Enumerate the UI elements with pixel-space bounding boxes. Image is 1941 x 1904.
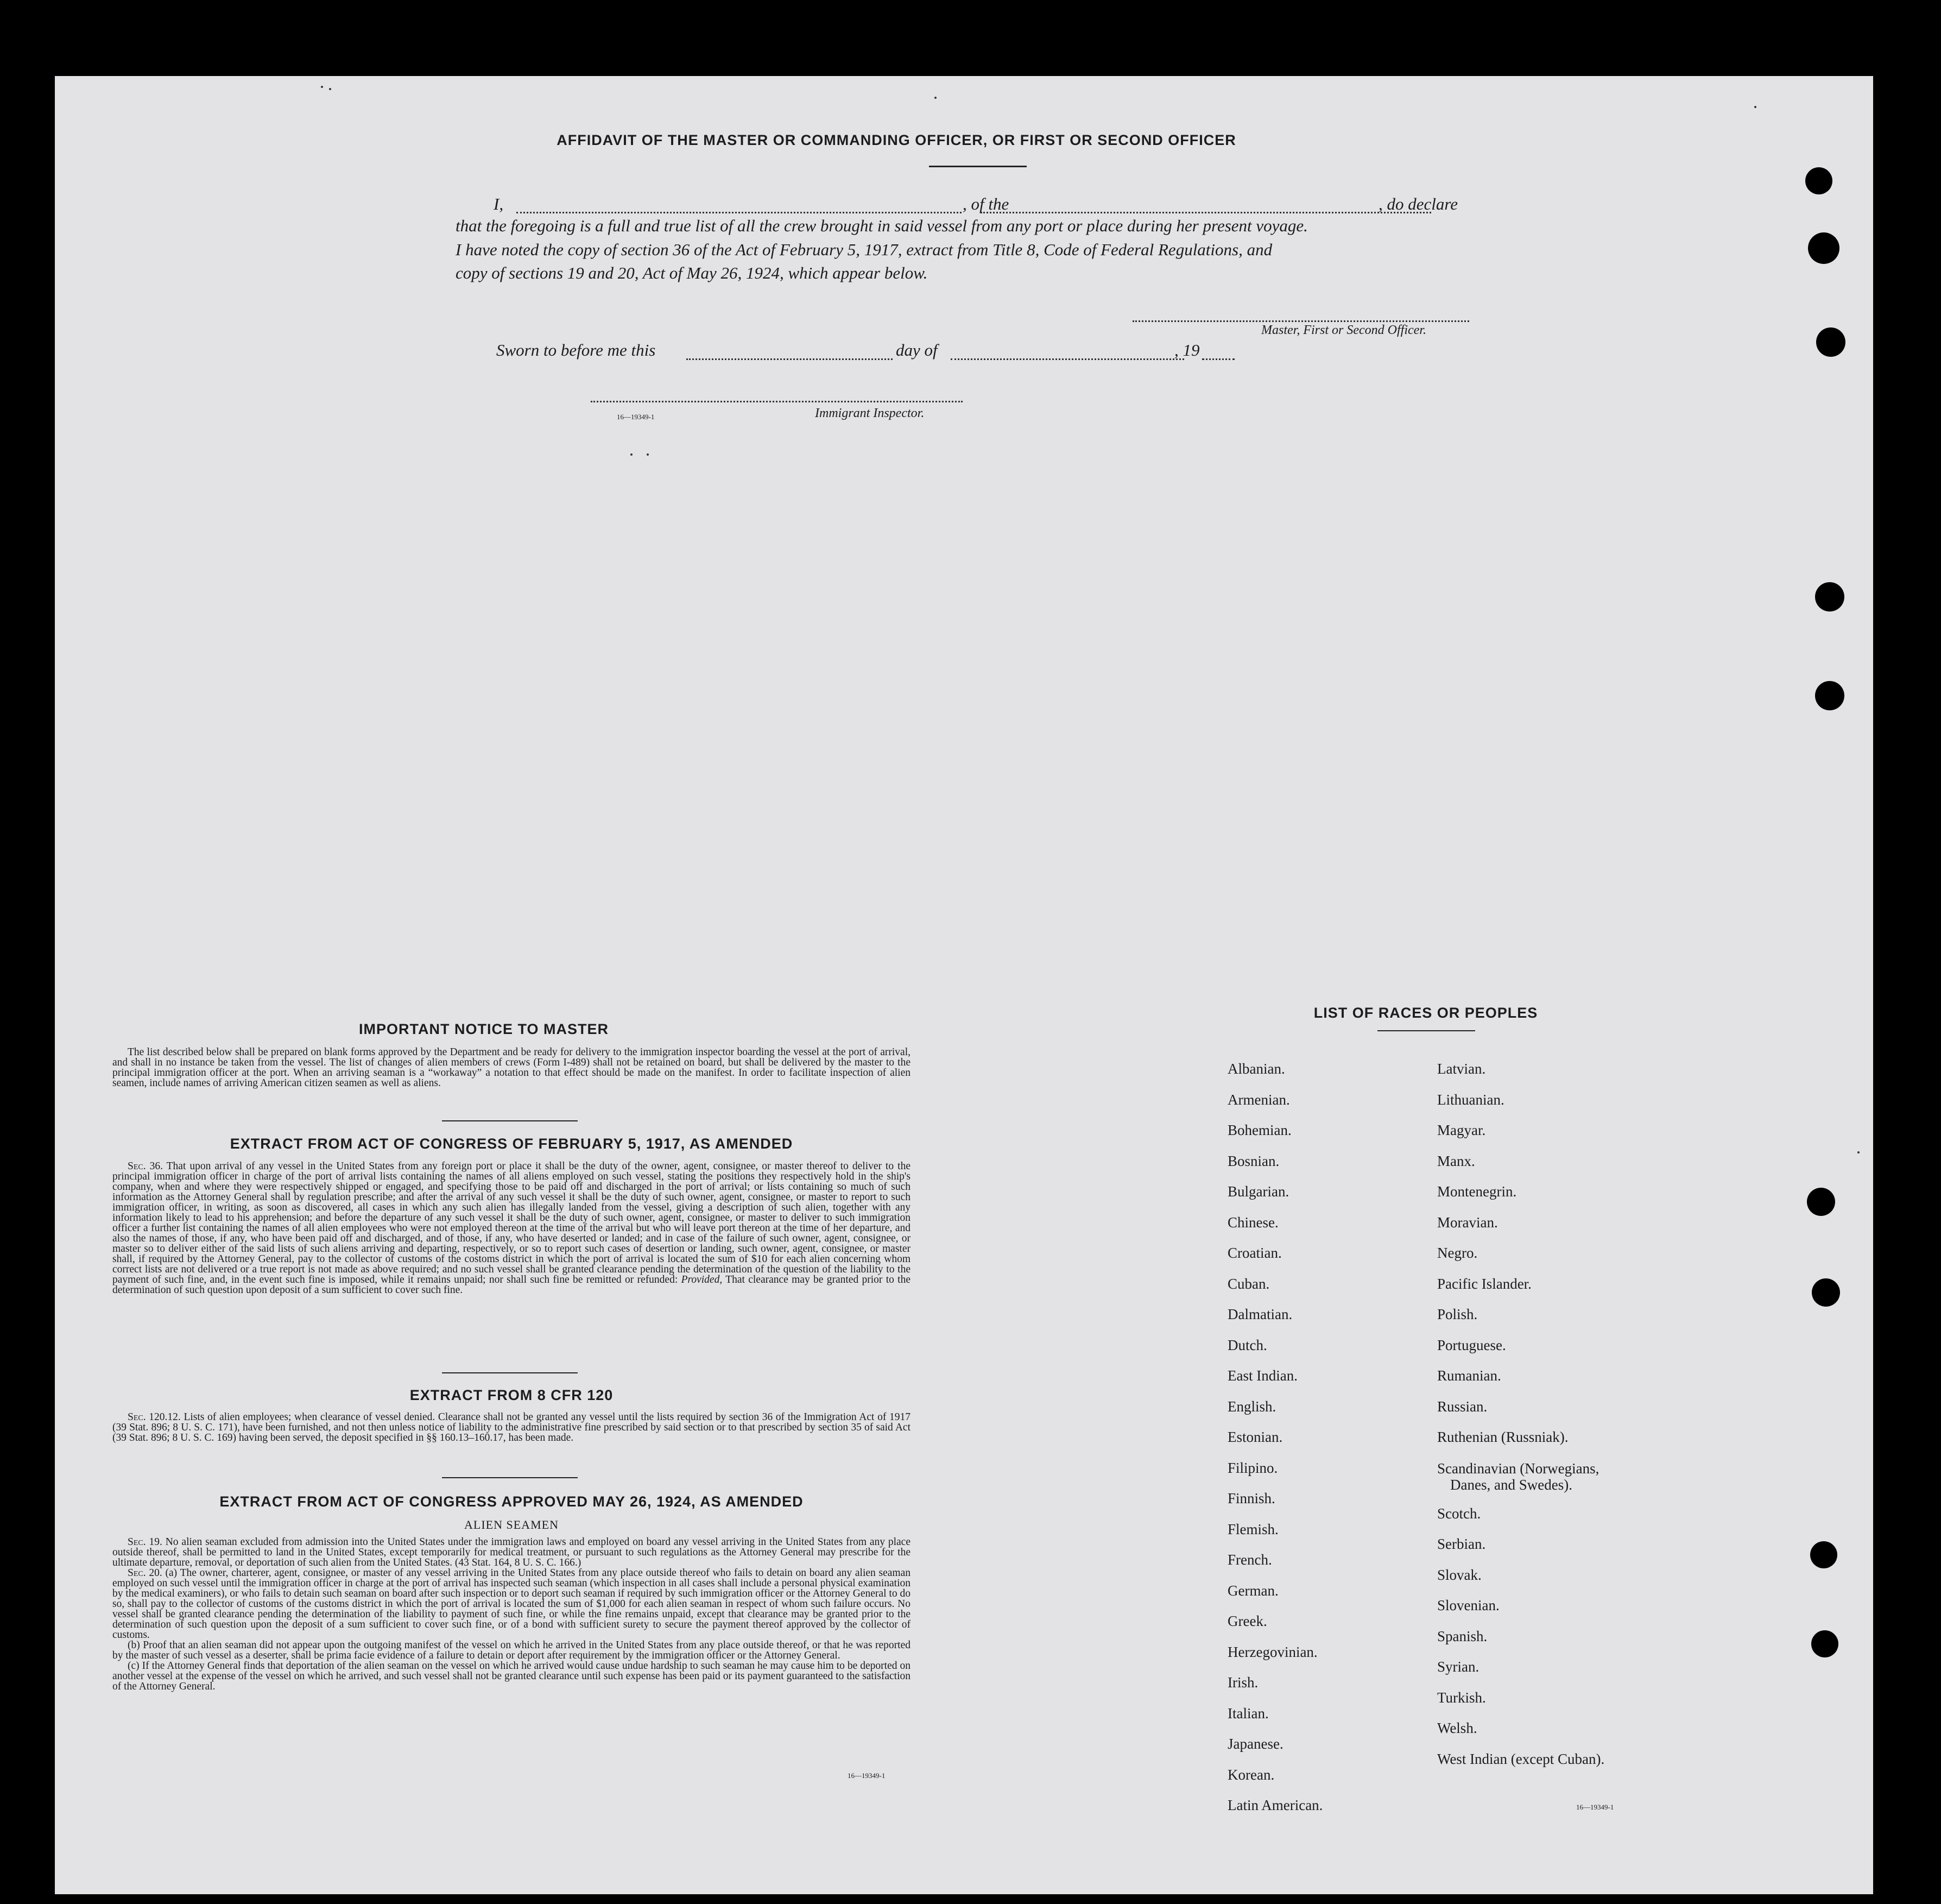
extract-form-number: 16—19349-1 [848,1771,886,1780]
binder-hole [1816,327,1845,357]
race-item: Negro. [1437,1245,1478,1261]
sworn-month-blank[interactable] [951,358,1184,360]
race-item: East Indian. [1228,1367,1298,1384]
race-item: Spanish. [1437,1628,1488,1644]
binder-hole [1815,582,1844,611]
name-blank[interactable] [516,212,962,213]
race-item: Bulgarian. [1228,1183,1289,1200]
race-item: Bohemian. [1228,1122,1292,1138]
races-column-2 [1437,1054,1604,1774]
race-item: Dalmatian. [1228,1306,1293,1322]
do-declare-label: , do declare [1379,194,1458,213]
binder-hole [1810,1541,1837,1568]
races-form-number: 16—19349-1 [1576,1803,1614,1811]
race-item: Greek. [1228,1613,1267,1629]
i-label: I, [494,194,504,213]
race-item: French. [1228,1552,1272,1568]
affidavit-title: AFFIDAVIT OF THE MASTER OR COMMANDING OFFICER, OR FIRST OR SECOND OFFICER [557,132,1236,148]
race-item: Syrian. [1437,1659,1480,1675]
race-item: Croatian. [1228,1245,1282,1261]
race-item: Dutch. [1228,1336,1267,1353]
race-item: Slovenian. [1437,1597,1500,1613]
race-item: Chinese. [1228,1214,1279,1231]
race-item: Latin American. [1228,1797,1323,1813]
extract-cfr-text [112,1412,911,1443]
sworn-year-blank[interactable] [1202,358,1235,360]
binder-hole [1811,1630,1838,1657]
notice-title: IMPORTANT NOTICE TO MASTER [359,1021,609,1037]
scan-speck [321,86,323,88]
sec-20a-body: (a) The owner, charterer, agent, consignee, or master of any vessel arriving in the United States from any place outside thereof who fails to detain on board any alien seaman employed on such vessel until the immigration officer in charge at the port of arrival has inspected such seaman (which inspection in all cases shall include a personal physical examination by the medical examiners), or who fails to detain such seaman on board after such inspection or to deport such seaman if required by such immigration officer or the Attorney General to do so, shall pay to the collector of customs of the customs district in which the port of arrival is located the sum of $1,000 for each alien seaman in respect of whom such failure occurs. No vessel shall be granted clearance pending the determination of the liability to payment of such fine, or while the fine remains unpaid, except that clearance may be granted prior to the determination of such question upon the deposit of a sum sufficient to cover such fine, or of a bond with sufficient surety to secure the payment thereof approved by the collector of customs. [112,1567,911,1641]
race-item: Flemish. [1228,1521,1279,1537]
race-item: Moravian. [1437,1214,1498,1231]
declaration-line-2: that the foregoing is a full and true list of all the crew brought in said vessel from any port or place during her present voyage. [456,216,1308,235]
race-item: Magyar. [1437,1122,1486,1138]
race-item: Cuban. [1228,1275,1270,1292]
races-column-1 [1228,1054,1323,1821]
binder-hole [1812,1278,1840,1307]
race-item: Slovak. [1437,1566,1482,1583]
race-item: Russian. [1437,1398,1488,1415]
race-item: English. [1228,1398,1276,1415]
sec-20b-body: (b) Proof that an alien seaman did not appear upon the outgoing manifest of the vessel on which he arrived in the United States from any place outside thereof, or that he was reported by the master of such vessel as a deserter, shall be prima facie evidence of a failure to detain or deport after requirement by the immigration officer or the Attorney General. [112,1640,911,1661]
scan-speck [934,97,937,99]
extract-1924-text [112,1537,911,1692]
binder-hole [1807,1188,1835,1216]
extract-1917-title: EXTRACT FROM ACT OF CONGRESS OF FEBRUARY 5, 1917, AS AMENDED [230,1136,793,1152]
race-item: Estonian. [1228,1429,1283,1445]
race-item: Manx. [1437,1152,1475,1169]
races-title-underline [1377,1030,1475,1031]
race-item: Albanian. [1228,1061,1285,1077]
race-item: Montenegrin. [1437,1183,1517,1200]
sec-20c-body: (c) If the Attorney General finds that deportation of the alien seaman on the vessel on which he arrived would cause undue hardship to such seaman he may cause him to be deported on another vessel at the expense of the vessel on which he arrived, and such vessel shall not be granted clearance until such expense has been paid or its payment guaranteed to the satisfaction of the Attorney General. [112,1660,911,1692]
scan-speck [1754,106,1756,108]
sec-36-end: That clearance may be granted prior to the determination of such question upon deposit of a sum sufficient to cover such fine. [112,1274,911,1296]
race-item: West Indian (except Cuban). [1437,1750,1605,1767]
declaration-line-4: copy of sections 19 and 20, Act of May 26, 1924, which appear below. [456,263,928,282]
divider-1917 [442,1120,578,1121]
binder-hole [1808,232,1839,264]
title-underline [929,166,1027,167]
master-caption: Master, First or Second Officer. [1261,323,1426,337]
race-item: Scandinavian (Norwegians, [1437,1460,1599,1477]
notice-text [112,1047,911,1088]
race-item: Irish. [1228,1674,1259,1691]
race-item: German. [1228,1582,1279,1599]
sec-36-body: That upon arrival of any vessel in the United States from any foreign port or place it shall be the duty of the owner, agent, consignee, or master thereof to deliver to the principal immigration officer in charge of the port of arrival lists containing the names of all aliens employed on such vessel, stating the positions they respectively hold in the ship's company, when and where they were respectively shipped or engaged, and specifying those to be paid off and discharged in the port of arrival; or lists containing so much of such information as the Attorney General shall by regulation prescribe; and after the arrival of any such vessel it shall be the duty of such owner, agent, consignee, or master to report to such immigration officer, in writing, as soon as discovered, all cases in which any such alien has illegally landed from the vessel, giving a description of such alien, together with any information likely to lead to his apprehension; and before the departure of any such vessel it shall be the duty of such owner, agent, consignee, or master to deliver to such immigration officer a further list containing the names of all alien employees who were not employed thereon at the time of the arrival but who will leave port thereon at the time of her departure, and also the names of those, if any, who have been paid off and discharged, and of those, if any, who have deserted or landed; and in case of the failure of such owner, agent, consignee, or master so to deliver either of the said lists of such aliens arriving and departing, respectively, or so to report such cases of desertion or landing, such owner, agent, consignee, or master shall, if required by the Attorney General, pay to the collector of customs of the costoms district in which the port of arrival is located the sum of $10 for each alien concerning whom correct lists are not delivered or a true report is not made as above required; and no such vessel shall be granted clearance pending the determination of the question of the liability to the payment of such fine, and, in the event such fine is imposed, while it remains unpaid; nor shall such fine be remitted or refunded: [112,1161,911,1285]
notice-paragraph: The list described below shall be prepared on blank forms approved by the Department and be ready for delivery to the immigration inspector boarding the vessel at the port of arrival, and shall in no instance be taken from the vessel. The list of changes of alien members of crews (Form I-489) shall not be retained on board, but shall be delivered by the master to the principal immigration officer at the port. When an arriving seaman is a “workaway” a notation to that effect should be made on the manifest. In order to facilitate inspection of alien seamen, include names of arriving American citizen seamen as well as aliens. [112,1046,911,1089]
sec-19-body: No alien seaman excluded from admission into the United States under the immigration laws and employed on board any vessel arriving in the United States from any place outside thereof, shall be permitted to land in the United States, except temporarily for medical treatment, or pursuant to such regulations as the Attorney General may prescribe for the ultimate departure, removal, or deportation of such alien from the United States. (43 Stat. 164, 8 U. S. C. 166.) [112,1536,911,1568]
race-item: Danes, and Swedes). [1450,1476,1572,1493]
race-item: Serbian. [1437,1536,1486,1552]
race-item: Scotch. [1437,1505,1481,1522]
sworn-label: Sworn to before me this [496,341,656,360]
vessel-blank[interactable] [981,212,1431,213]
inspector-signature-line[interactable] [591,401,963,402]
binder-hole [1815,681,1844,710]
race-item: Latvian. [1437,1061,1486,1077]
extract-cfr-title: EXTRACT FROM 8 CFR 120 [409,1387,614,1403]
sec-19-label: Sec. 19. [128,1536,162,1548]
race-item: Herzegovinian. [1228,1643,1318,1660]
scan-speck [329,88,331,90]
race-item: Bosnian. [1228,1152,1280,1169]
of-the-label: , of the [963,194,1009,213]
race-item: Korean. [1228,1766,1275,1783]
race-item: Japanese. [1228,1736,1284,1752]
scan-speck [1857,1151,1860,1153]
declaration-line-3: I have noted the copy of section 36 of the Act of February 5, 1917, extract from Title 8, Code of Federal Regulations, and [456,240,1273,259]
races-title: LIST OF RACES OR PEOPLES [1313,1005,1538,1021]
sworn-day-blank[interactable] [686,358,893,360]
race-item: Italian. [1228,1705,1269,1722]
race-item: Welsh. [1437,1720,1477,1736]
race-item: Ruthenian (Russniak). [1437,1429,1569,1445]
sec-120-label: Sec. 120.12. [128,1411,181,1423]
extract-1924-title: EXTRACT FROM ACT OF CONGRESS APPROVED MAY 26, 1924, AS AMENDED [219,1493,804,1510]
master-signature-line[interactable] [1133,320,1469,322]
race-item: Lithuanian. [1437,1091,1504,1108]
form-page [55,76,1873,1894]
binder-hole [1805,167,1832,194]
affidavit-form-number: 16—19349-1 [617,413,655,421]
scan-speck [647,453,649,456]
inspector-caption: Immigrant Inspector. [815,406,925,420]
race-item: Polish. [1437,1306,1478,1322]
alien-seamen-subtitle: ALIEN SEAMEN [464,1518,559,1531]
race-item: Pacific Islander. [1437,1275,1532,1292]
sec-20-label: Sec. 20. [128,1567,162,1579]
race-item: Turkish. [1437,1689,1486,1706]
provided-word: Provided, [681,1274,723,1285]
extract-1917-text [112,1161,911,1295]
day-of-label: day of [896,341,938,360]
divider-cfr [442,1372,578,1373]
scan-speck [630,453,633,456]
race-item: Rumanian. [1437,1367,1501,1384]
race-item: Finnish. [1228,1490,1275,1506]
race-item: Filipino. [1228,1459,1278,1476]
sec-120-body: Lists of alien employees; when clearance of vessel denied. Clearance shall not be granted any vessel until the lists required by section 36 of the Immigration Act of 1917 (39 Stat. 896; 8 U. S. C. 171), have been furnished, and not then unless notice of liability to the administrative fine prescribed by said section or to that prescribed by section 35 of said Act (39 Stat. 896; 8 U. S. C. 169) having been served, the deposit specified in §§ 160.13–160.17, has been made. [112,1411,911,1443]
divider-1924 [442,1477,578,1478]
sec-36-label: Sec. 36. [128,1161,163,1172]
race-item: Portuguese. [1437,1336,1506,1353]
race-item: Armenian. [1228,1091,1290,1108]
year-label: , 19 [1174,341,1200,360]
